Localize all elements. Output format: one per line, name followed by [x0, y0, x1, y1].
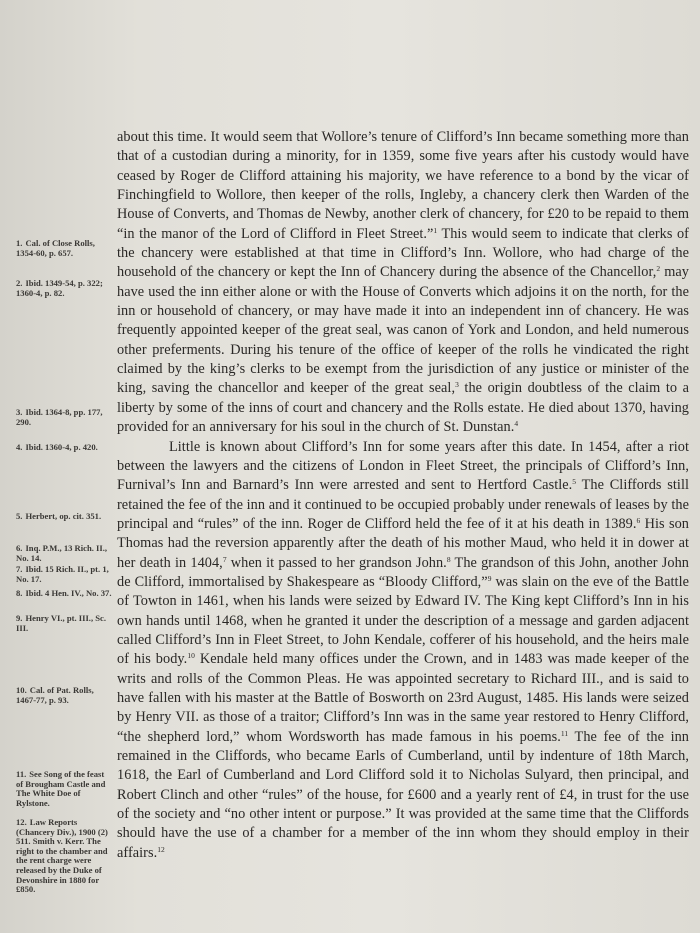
sidenote-text: Ibid. 15 Rich. II., pt. 1, No. 17. — [16, 564, 109, 584]
footnote-ref: 11 — [560, 728, 569, 738]
paragraph-text: was slain on the eve of the Battle of Towton in 1461, when his lands were seized by Edward IV. The King kept Clifford’s Inn in his own hands until 1468, when he granted it under the description of a message and garden adjacent called Clifford’s Inn in Fleet Street, to John Kendale, cofferer of his household, and the heirs male of his body. — [117, 573, 690, 668]
footnote-ref: 5 — [572, 477, 577, 487]
sidenote-text: Ibid. 4 Hen. IV., No. 37. — [25, 588, 112, 598]
footnote-ref: 2 — [656, 264, 661, 274]
sidenote-text: Ibid. 1360-4, p. 420. — [25, 442, 98, 452]
sidenote-8 — [16, 589, 112, 599]
paragraph-text: The Cliffords still retained the fee of the inn and it continued to be occupied probably under renewals of leases by the principal and “rules” of the inn. Roger de Clifford held the fee of it at his death in 1389. — [117, 477, 690, 532]
paragraph-text: about this time. It would seem that Wollore’s tenure of Clifford’s Inn became something more than that of a custodian during a minority, for in 1359, some five years after his custody would have ceased by Roger de Clifford attaining his majority, we have reference to a bond by the vicar of Finchingfield to Wollore, then keeper of the rolls, Ingleby, a chancery clerk then Warden of the House of Converts, and Thomas de Newby, another clerk of chancery, for £20 to be repaid to them “in the manor of the Lord of Clifford in Fleet Street.” — [117, 129, 689, 242]
footnote-ref: 10 — [187, 651, 195, 661]
sidenote-2 — [16, 279, 112, 298]
sidenote-7 — [16, 565, 112, 584]
sidenote-number: 3. — [16, 407, 23, 417]
sidenote-number: 7. — [16, 564, 23, 574]
paragraph-text: Little is known about Clifford’s Inn for some years after this date. In 1454, after a riot between the lawyers and the citizens of London in Fleet Street, the principals of Clifford’s Inn, Furnival’s Inn and Barnard’s Inn were arrested and sent to Hertford Castle. — [117, 438, 689, 494]
sidenote-4 — [16, 443, 112, 453]
main-text — [117, 128, 689, 863]
footnote-ref: 8 — [446, 554, 451, 564]
sidenote-9 — [16, 614, 112, 633]
sidenote-number: 12. — [16, 817, 27, 827]
sidenote-text: Cal. of Close Rolls, 1354-60, p. 657. — [16, 238, 95, 258]
sidenote-number: 4. — [16, 442, 23, 452]
footnote-ref: 7 — [222, 554, 227, 564]
sidenote-6 — [16, 544, 112, 563]
sidenote-12 — [16, 818, 112, 895]
paragraph-text: The fee of the inn remained in the Cliffords, who became Earls of Cumberland, until by indenture of 18th March, 1618, the Earl of Cumberland and Lord Clifford sold it to Nicholas Sulyard, then principal, and Robert Clinch and other “rules” of the house, for £600 and a yearly rent of £4, in trust for the use of the society and “no other intent or purpose.” It was provided at the same time that the Cliffords should have the use of a chamber for a member of the inn whom they should employ in their affairs. — [117, 728, 689, 861]
sidenote-number: 5. — [16, 511, 23, 521]
paragraph-text: the origin doubtless of the claim to a liberty by some of the inns of court and chancery and the Rolls estate. He died about 1370, having provided for an anniversary for his soul in the church of St. Dunstan. — [117, 380, 689, 436]
sidenote-text: Ibid. 1349-54, p. 322; 1360-4, p. 82. — [16, 278, 103, 298]
sidenote-number: 11. — [16, 769, 27, 779]
sidenote-number: 1. — [16, 238, 23, 248]
paragraph-text: His son Thomas had the reversion apparently after the death of his mother Maud, who held it in dower at her death in 1404, — [117, 515, 689, 571]
sidenote-number: 9. — [16, 613, 23, 623]
paragraph-text: The grandson of this John, another John de Clifford, immortalised by Shakespeare as “Bloody Clifford,” — [117, 554, 689, 590]
paragraph-text: may have used the inn either alone or with the House of Converts which adjoins it on the north, for the inn or household of chancery, or may have made it into an independent inn of chancery. He was frequently appointed keeper of the great seal, was canon of York and London, and held numerous other preferments. During his tenure of the office of keeper of the rolls he vindicated the right claimed by the king’s clerks to be exempt from the jurisdiction of any justice or minister of the king, saving the chancellor and keeper of the great seal, — [117, 264, 689, 397]
sidenote-5 — [16, 512, 112, 522]
sidenote-10 — [16, 686, 112, 705]
sidenote-text: Law Reports (Chancery Div.), 1900 (2) 511. Smith v. Kerr. The right to the chamber and the rent charge were released by the Duke of Devonshire in 1880 for £850. — [16, 817, 108, 895]
sidenote-number: 2. — [16, 278, 23, 288]
footnote-ref: 9 — [487, 573, 492, 583]
sidenote-number: 8. — [16, 588, 23, 598]
paragraph-text: when it passed to her grandson John. — [226, 554, 447, 571]
sidenote-1 — [16, 239, 112, 258]
sidenote-text: Herbert, op. cit. 351. — [25, 511, 102, 521]
footnote-ref: 3 — [455, 380, 459, 390]
footnote-ref: 4 — [514, 419, 519, 429]
paragraph-2 — [117, 438, 689, 864]
sidenote-text: Henry VI., pt. III., Sc. III. — [16, 613, 106, 633]
sidenote-text: Cal. of Pat. Rolls, 1467-77, p. 93. — [16, 685, 94, 705]
sidenote-3 — [16, 408, 112, 427]
paragraph-1 — [117, 128, 689, 438]
sidenote-number: 6. — [16, 543, 23, 553]
sidenote-text: Ibid. 1364-8, pp. 177, 290. — [16, 407, 103, 427]
sidenote-text: See Song of the feast of Brougham Castle and The White Doe of Rylstone. — [16, 769, 106, 808]
paragraph-text: Kendale held many offices under the Crown, and in 1483 was made keeper of the writs and rolls of the Common Pleas. He was appointed secretary to Richard III., and is said to have fallen with his master at the Battle of Bosworth on 23rd August, 1485. His lands were seized by Henry VII. as those of a traitor; Clifford’s Inn was in the same year restored to Henry Clifford, “the shepherd lord,” whom Wordsworth has made famous in his poems. — [117, 651, 689, 745]
footnote-ref: 6 — [636, 515, 641, 525]
sidenote-11 — [16, 770, 112, 808]
footnote-ref: 12 — [157, 844, 165, 854]
paragraph-text: This would seem to indicate that clerks of the chancery were established at that time in Clifford’s Inn. Wollore, who had charge of the household of the chancery or kept the Inn of Chancery during the absence of the Chancellor, — [117, 225, 689, 281]
sidenote-number: 10. — [16, 685, 27, 695]
footnote-ref: 1 — [433, 225, 438, 235]
sidenote-text: Inq. P.M., 13 Rich. II., No. 14. — [16, 543, 108, 563]
